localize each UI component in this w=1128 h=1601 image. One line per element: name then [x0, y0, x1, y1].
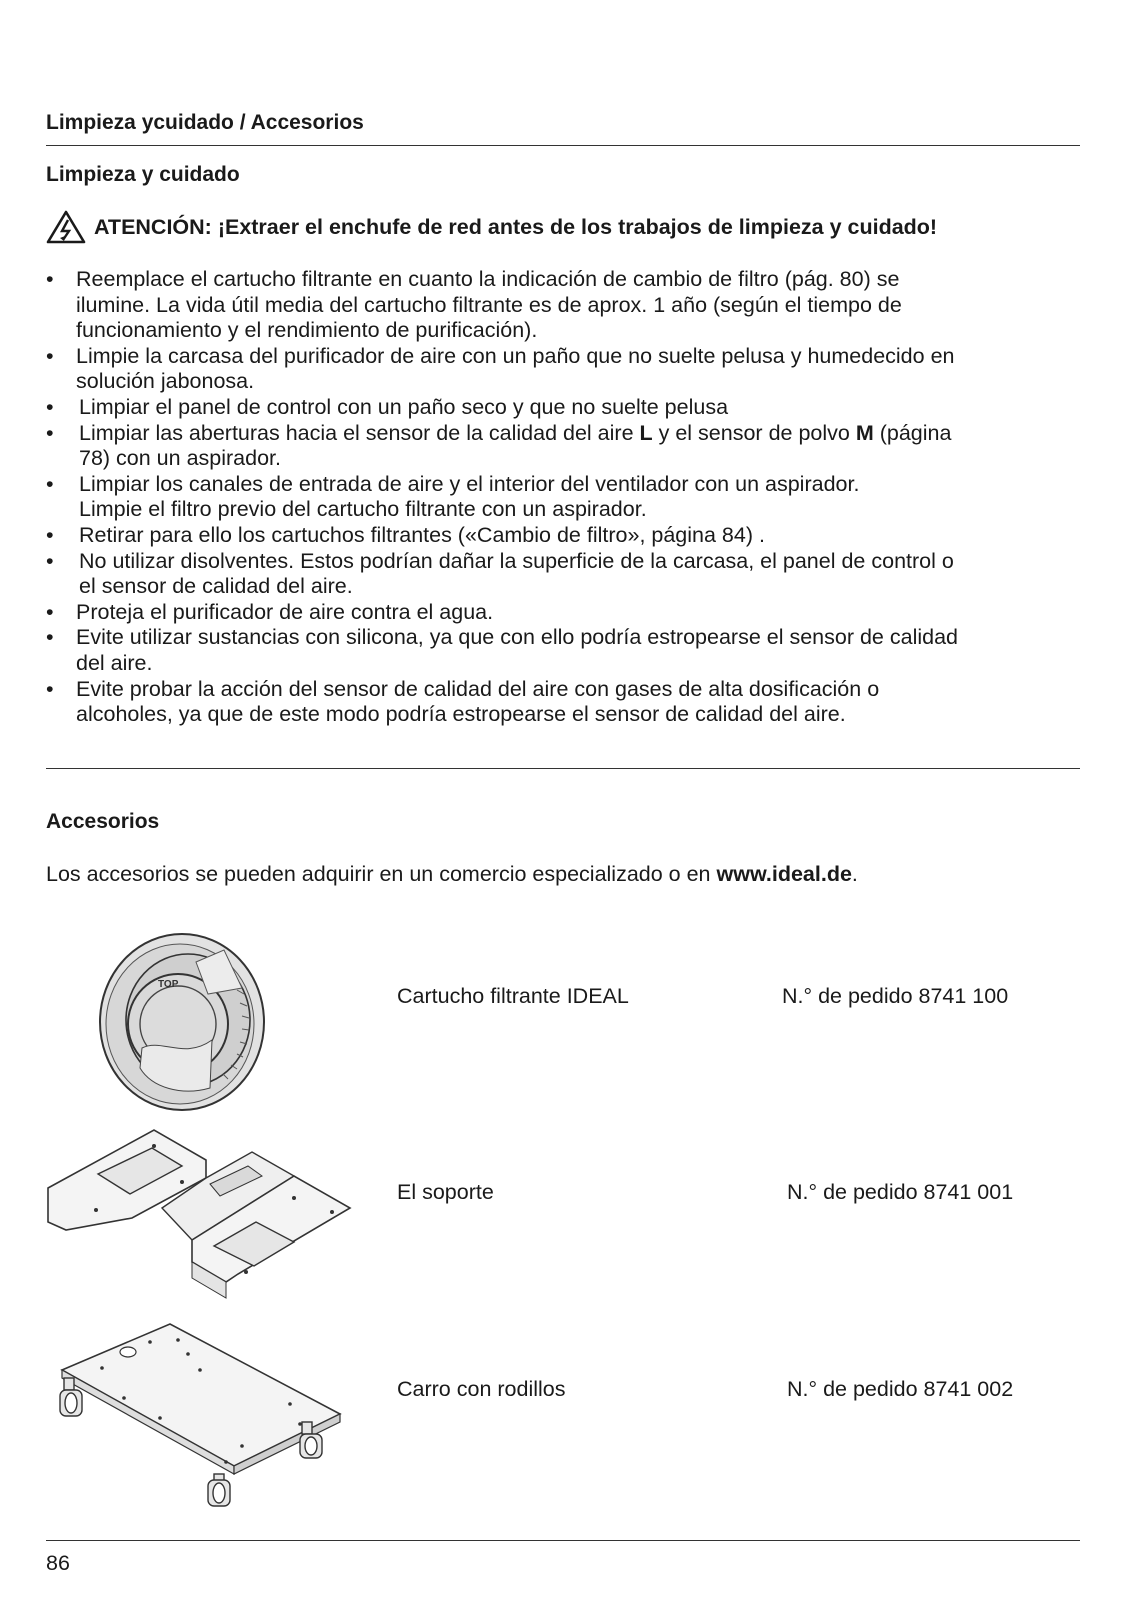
list-item: • Limpiar el panel de control con un paño seco y que no suelte pelusa	[46, 395, 1080, 421]
list-item: • Proteja el purificador de aire contra el agua.	[46, 600, 1080, 626]
warning-text: ATENCIÓN: ¡Extraer el enchufe de red antes de los trabajos de limpieza y cuidado!	[94, 214, 938, 239]
wall-bracket-illustration	[42, 1122, 360, 1308]
list-item: • Reemplace el cartucho filtrante en cuanto la indicación de cambio de filtro (pág. 80) se ilumine. La vida útil media del cartucho filtrante es de aprox. 1 año (según el tiempo de funcionamiento y el rendimiento de purificación).	[46, 267, 1080, 344]
page-number: 86	[46, 1551, 70, 1575]
product-name: Cartucho filtrante IDEAL	[397, 984, 629, 1008]
header-divider	[46, 145, 1080, 146]
product-name: Carro con rodillos	[397, 1377, 566, 1401]
list-item: • Limpiar las aberturas hacia el sensor de la calidad del aire L y el sensor de polvo M (página 78) con un aspirador.	[46, 421, 1080, 472]
product-name: El soporte	[397, 1180, 494, 1204]
list-item: • Retirar para ello los cartuchos filtrantes («Cambio de filtro», página 84) .	[46, 523, 1080, 549]
list-item: • Evite probar la acción del sensor de calidad del aire con gases de alta dosificación o alcoholes, ya que de este modo podría estropearse el sensor de calidad del aire.	[46, 677, 1080, 728]
accessories-heading: Accesorios	[46, 810, 160, 833]
section-divider	[46, 768, 1080, 769]
website-link: www.ideal.de	[716, 862, 852, 886]
accessories-intro: Los accesorios se pueden adquirir en un comercio especializado o en www.ideal.de.	[46, 862, 858, 886]
footer-divider	[46, 1540, 1080, 1541]
list-item: • Limpiar los canales de entrada de aire y el interior del ventilador con un aspirador.	[46, 472, 1080, 498]
list-item: • Evite utilizar sustancias con silicona, ya que con ello podría estropearse el sensor de calidad del aire.	[46, 625, 1080, 676]
roller-trolley-illustration	[50, 1318, 348, 1508]
order-number: N.° de pedido 8741 100	[782, 984, 1009, 1008]
list-item: • No utilizar disolventes. Estos podrían dañar la superficie de la carcasa, el panel de control o el sensor de calidad del aire.	[46, 549, 1080, 600]
electrical-hazard-warning-icon	[46, 210, 86, 244]
cleaning-instructions-list	[46, 267, 1080, 728]
cleaning-heading: Limpieza y cuidado	[46, 163, 240, 186]
top-label: TOP	[158, 979, 179, 990]
list-item-continuation: Limpie el filtro previo del cartucho filtrante con un aspirador.	[79, 497, 647, 522]
order-number: N.° de pedido 8741 001	[787, 1180, 1014, 1204]
list-item: • Limpie la carcasa del purificador de aire con un paño que no suelte pelusa y humedecido en solución jabonosa.	[46, 344, 1080, 395]
filter-cartridge-illustration	[92, 928, 272, 1116]
order-number: N.° de pedido 8741 002	[787, 1377, 1014, 1401]
warning-notice	[46, 210, 937, 244]
page-title: Limpieza ycuidado / Accesorios	[46, 111, 364, 134]
